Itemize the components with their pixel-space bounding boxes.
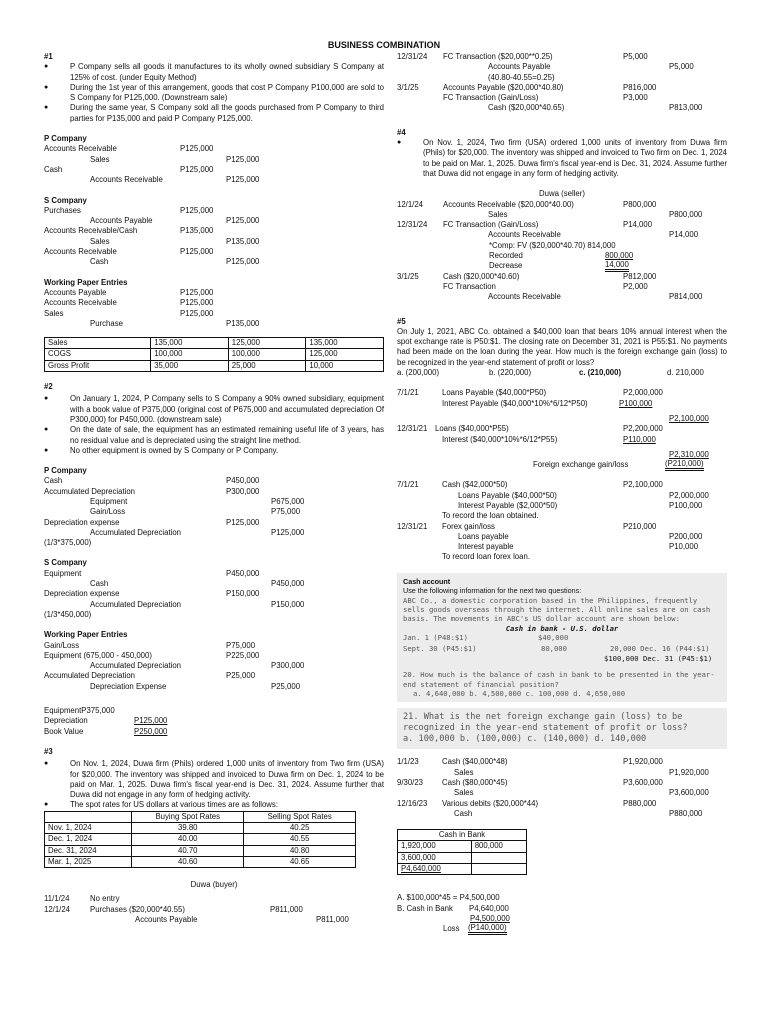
book-value-summary <box>44 706 384 737</box>
journal-seller <box>397 200 727 241</box>
table-cell: Gross Profit <box>45 360 151 371</box>
credit-amount: P300,000 <box>271 661 305 671</box>
table-cell: 35,000 <box>151 360 229 371</box>
account-name: Cash <box>90 257 109 267</box>
account-name: Accumulated Depreciation <box>90 599 182 609</box>
debit-amount: P225,000 <box>226 650 260 660</box>
account-name: Accounts Payable <box>90 216 153 226</box>
account-name: Depreciation Expense <box>90 681 167 691</box>
credit-amount: P25,000 <box>271 681 301 691</box>
bullet-item: ● No other equipment is owned by S Company or P Company. <box>70 446 384 456</box>
buyer-title: Duwa (buyer) <box>190 880 238 890</box>
fv-computation: *Comp: FV ($20,000*40.70) 814,000 Recorded 800,000 Decrease 14,000 <box>489 240 634 271</box>
credit-amount: P125,000 <box>226 257 260 267</box>
account-name: Sales <box>44 308 64 318</box>
section-heading: S Company <box>44 558 87 568</box>
account-name: Accounts Payable <box>44 287 107 297</box>
question-20-choices: a. 4,640,000 b. 4,500,000 c. 100,000 d. 4,650,000 <box>413 688 626 698</box>
journal-row <box>44 237 384 247</box>
account-name: Accounts Receivable <box>44 247 117 257</box>
credit-amount: P200,000 <box>669 531 703 541</box>
account-name: Loans payable <box>458 531 509 541</box>
account-name: Depreciation expense <box>44 517 120 527</box>
entry-date: 12/16/23 <box>397 798 428 808</box>
seller-title: Duwa (seller) <box>539 189 585 199</box>
problem-3-bullets <box>44 759 384 810</box>
problem-4-bullets <box>397 138 727 179</box>
journal-working-paper <box>44 641 384 692</box>
journal-row <box>397 282 727 292</box>
journal-row <box>397 52 727 62</box>
journal-buyer <box>44 894 384 925</box>
account-name: Forex gain/loss <box>442 521 495 531</box>
column-header <box>45 811 132 822</box>
table-cell: 10,000 <box>306 360 384 371</box>
credit-amount: P135,000 <box>226 236 260 246</box>
account-name: Cash <box>454 808 473 818</box>
journal-row <box>44 589 384 599</box>
journal-loan <box>397 480 727 562</box>
journal-row <box>397 511 727 521</box>
credit-amount: P880,000 <box>669 808 703 818</box>
journal-row <box>397 768 727 778</box>
section-heading: P Company <box>44 134 87 144</box>
journal-row <box>44 497 384 507</box>
credit-amount: P100,000 <box>669 500 703 510</box>
problem-1-number: #1 <box>44 52 53 61</box>
journal-buyer-continued <box>397 52 727 114</box>
journal-row <box>44 155 384 165</box>
section-heading: P Company <box>44 466 87 476</box>
journal-row <box>397 809 727 819</box>
table-row <box>45 349 384 360</box>
account-name: Cash <box>90 579 109 589</box>
debit-amount: P125,000 <box>180 308 214 318</box>
table-cell: 100,000 <box>228 349 306 360</box>
debit-amount: P816,000 <box>623 82 657 92</box>
account-name: FC Transaction (Gain/Loss) <box>443 93 539 103</box>
table-cell: Nov. 1, 2024 <box>45 823 132 834</box>
table-cell: 40.70 <box>132 845 244 856</box>
journal-row <box>397 230 727 240</box>
table-cell: 40.55 <box>244 834 356 845</box>
debit-amount: P5,000 <box>623 52 648 61</box>
debit-amount: P450,000 <box>226 476 260 486</box>
journal-s-company <box>44 206 384 268</box>
account-name: No entry <box>90 894 120 904</box>
credit-amount: P813,000 <box>669 103 703 113</box>
account-name: Purchases ($20,000*40.55) <box>90 904 185 914</box>
account-name: Interest Payable ($2,000*50) <box>458 500 558 510</box>
debit-amount: P811,000 <box>270 904 303 914</box>
account-name: Loans Payable ($40,000*50) <box>458 490 557 500</box>
account-name: Gain/Loss <box>44 640 80 650</box>
table-cell: 39.80 <box>132 823 244 834</box>
column-header: Selling Spot Rates <box>244 811 356 822</box>
account-name: Accounts Payable ($20,000*40.80) <box>443 82 564 92</box>
account-name: Accounts Payable <box>488 62 551 72</box>
section-heading: Working Paper Entries <box>44 630 128 640</box>
journal-row <box>397 788 727 798</box>
debit-amount: P2,000 <box>623 281 648 291</box>
credit-amount: P135,000 <box>226 318 260 328</box>
credit-amount: P14,000 <box>669 230 699 240</box>
account-name: Accounts Receivable/Cash <box>44 226 138 236</box>
journal-row <box>44 257 384 267</box>
journal-row <box>44 309 384 319</box>
account-name: Sales <box>454 767 474 777</box>
table-cell: 40.80 <box>244 845 356 856</box>
account-name: Equipment <box>90 496 128 506</box>
debit-amount: P450,000 <box>226 568 260 578</box>
journal-row <box>44 216 384 226</box>
cash-in-bank-t-account: Cash in Bank 1,920,000 800,000 3,600,000 P4,640,000 <box>397 829 527 875</box>
debit-amount: P300,000 <box>226 486 260 496</box>
debit-amount: P125,000 <box>180 164 214 174</box>
journal-row <box>44 206 384 216</box>
account-name: FC Transaction (Gain/Loss) <box>443 220 539 230</box>
journal-row <box>44 226 384 236</box>
debit-amount: P210,000 <box>623 521 657 531</box>
journal-row <box>44 319 384 329</box>
scanned-question-box: Cash account Use the following information for the next two questions: ABC Co., a domestic corporation based in the Philippines, frequently sells goods overseas through the internet. All online sales are on cash basis. The movements in ABC's US dollar account are shown below: Cash in bank - U.S. dollar Jan. 1 (P48:$1) $40,000 Sept. 30 (P45:$1) 80,000 20,000 Dec. 16 (P44:$1) $100,000 Dec. 31 (P45:$1) 20. How much is the balance of cash in bank to be presented in the year-end statement of financial position? a. 4,640,000 b. 4,500,000 c. 100,000 d. 4,650,000 <box>397 573 727 703</box>
bullet-item: ● On Nov. 1, 2024, Two firm (USA) ordered 1,000 units of inventory from Duwa firm (Phils) for $20,000. The inventory was shipped and invoiced to Two firm on Dec. 1, 2024 to be paid on Mar. 1, 2025. Duwa firm's fiscal year-end is Dec. 31, 2024. Assume further that Duwa did not engage in any form of hedging activity. <box>423 138 727 179</box>
journal-s-company <box>44 569 384 620</box>
journal-row <box>397 83 727 93</box>
summary-row: Book Value P250,000 <box>44 726 168 736</box>
account-name: Cash ($40,000*48) <box>442 757 508 767</box>
journal-row <box>44 518 384 528</box>
journal-row <box>44 288 384 298</box>
debit-amount: P2,100,000 <box>623 480 663 490</box>
scan-body: ABC Co., a domestic corporation based in the Philippines, frequently sells goods overseas through the internet. All online sales are on cash basis. The movements in ABC's US dollar account are shown below: <box>403 595 711 624</box>
journal-row <box>397 542 727 552</box>
problem-5-number: #5 <box>397 316 406 326</box>
account-name: Cash <box>44 164 63 174</box>
table-cell: Mar. 1, 2025 <box>45 856 132 867</box>
bullet-item: ● During the same year, S Company sold all the goods purchased from P Company to third parties for P135,000 and paid P Company P125,000. <box>70 103 384 124</box>
debit-amount: P3,600,000 <box>623 777 663 787</box>
journal-row <box>44 915 384 925</box>
account-name: Sales <box>454 788 474 798</box>
entry-date: 11/1/24 <box>44 894 70 904</box>
entry-date: 12/31/24 <box>397 52 428 61</box>
debit-amount: P1,920,000 <box>623 757 663 767</box>
debit-amount: P125,000 <box>180 287 214 297</box>
journal-row <box>397 292 727 302</box>
journal-row <box>44 507 384 517</box>
entry-date: 3/1/25 <box>397 271 419 281</box>
summary-row: EquipmentP375,000 <box>44 706 115 716</box>
journal-row <box>44 682 384 692</box>
problem-4-number: #4 <box>397 127 406 137</box>
entry-date: 12/31/24 <box>397 220 428 230</box>
debit-amount: P812,000 <box>623 271 657 281</box>
table-cell: 135,000 <box>306 338 384 349</box>
journal-row <box>397 491 727 501</box>
account-name: Sales <box>90 236 110 246</box>
account-name: Equipment (675,000 - 450,000) <box>44 650 152 660</box>
journal-row <box>397 62 727 72</box>
account-name: (1/3*375,000) <box>44 538 92 548</box>
journal-row <box>44 476 384 486</box>
account-name: Various debits ($20,000*44) <box>442 798 539 808</box>
journal-row <box>397 93 727 103</box>
credit-amount: P814,000 <box>669 292 703 302</box>
table-cell: Dec. 1, 2024 <box>45 834 132 845</box>
account-name: Cash ($20,000*40.60) <box>443 271 520 281</box>
account-name: Accumulated Depreciation <box>44 486 136 496</box>
table-cell: Sales <box>45 338 151 349</box>
credit-amount: P75,000 <box>271 507 301 517</box>
account-name: Cash ($42,000*50) <box>442 480 508 490</box>
table-cell: COGS <box>45 349 151 360</box>
credit-amount: P1,920,000 <box>669 767 709 777</box>
credit-amount: P125,000 <box>226 175 260 185</box>
table-cell: 125,000 <box>306 349 384 360</box>
account-name: Accounts Receivable ($20,000*40.00) <box>443 199 574 209</box>
account-name: Accumulated Depreciation <box>90 527 182 537</box>
journal-row <box>44 600 384 610</box>
page-title: BUSINESS COMBINATION <box>327 40 441 50</box>
account-name: Cash <box>44 476 63 486</box>
journal-row <box>397 103 727 113</box>
section-heading: S Company <box>44 195 87 205</box>
account-name: Purchases <box>44 205 81 215</box>
table-cell: 135,000 <box>151 338 229 349</box>
journal-row <box>44 641 384 651</box>
right-column <box>397 52 727 934</box>
account-name: Cash ($20,000*40.65) <box>488 103 565 113</box>
table-row <box>45 834 356 845</box>
account-name: Equipment <box>44 568 82 578</box>
credit-amount: P675,000 <box>271 496 305 506</box>
summary-row: Depreciation P125,000 <box>44 716 168 726</box>
entry-date: 12/31/21 <box>397 521 428 531</box>
journal-row <box>44 905 384 915</box>
journal-row <box>397 522 727 532</box>
debit-amount: P25,000 <box>226 671 256 681</box>
credit-amount: P125,000 <box>226 154 260 164</box>
credit-amount: P10,000 <box>669 542 699 552</box>
journal-row <box>44 487 384 497</box>
entry-date: 12/1/24 <box>397 199 424 209</box>
journal-row <box>44 661 384 671</box>
debit-amount: P125,000 <box>180 205 214 215</box>
journal-row <box>44 894 384 904</box>
account-name: FC Transaction <box>443 281 496 291</box>
credit-amount: P5,000 <box>669 62 694 72</box>
journal-row <box>44 579 384 589</box>
debit-amount: P125,000 <box>180 298 214 308</box>
table-cell: 40.65 <box>244 856 356 867</box>
journal-seller-settlement <box>397 272 727 303</box>
debit-amount: P125,000 <box>180 247 214 257</box>
table-cell: 100,000 <box>151 349 229 360</box>
account-name: Accumulated Depreciation <box>90 661 182 671</box>
account-name: Accounts Receivable <box>488 230 561 240</box>
journal-row <box>44 247 384 257</box>
problem-2-bullets <box>44 394 384 456</box>
account-name: To record the loan obtained. <box>442 511 539 521</box>
account-name: (40.80-40.55=0.25) <box>488 72 555 82</box>
problem-5-text: On July 1, 2021, ABC Co. obtained a $40,000 loan that bears 10% annual interest when the spot exchange rate is P50:$1. The closing rate on December 31, 2021 is P55:$1. No payments had been made on the loan during the year. How much is the foreign exchange gain (loss) to be recognized in the year-end statement of profit or loss? <box>397 326 727 367</box>
bullet-item: ● The spot rates for US dollars at various times are as follows: <box>70 800 384 810</box>
credit-amount: P2,000,000 <box>669 490 709 500</box>
journal-row <box>397 532 727 542</box>
table-cell: Dec. 31, 2024 <box>45 845 132 856</box>
entry-date: 3/1/25 <box>397 82 419 92</box>
journal-row <box>44 671 384 681</box>
journal-cash <box>397 757 727 819</box>
credit-amount: P150,000 <box>271 599 305 609</box>
table-row <box>45 845 356 856</box>
credit-amount: P800,000 <box>669 209 703 219</box>
journal-row <box>44 175 384 185</box>
account-name: Accounts Receivable <box>44 144 117 154</box>
account-name: Accounts Receivable <box>488 292 561 302</box>
bullet-item: ● During the 1st year of this arrangement, goods that cost P Company P100,000 are sold to S Company for P125,000. (Downstream sale) <box>70 83 384 104</box>
debit-amount: P75,000 <box>226 640 256 650</box>
journal-row <box>397 799 727 809</box>
account-name: Accounts Payable <box>135 915 198 925</box>
journal-p-company <box>44 476 384 548</box>
account-name: Cash ($80,000*45) <box>442 777 508 787</box>
journal-row <box>44 165 384 175</box>
journal-row <box>397 73 727 83</box>
table-row <box>45 823 356 834</box>
entry-date: 12/1/24 <box>44 904 71 914</box>
account-name: (1/3*450,000) <box>44 609 92 619</box>
journal-p-company <box>44 144 384 185</box>
journal-row <box>397 272 727 282</box>
journal-row <box>397 200 727 210</box>
entry-date: 7/1/21 <box>397 480 419 490</box>
table-cell: 40.60 <box>132 856 244 867</box>
journal-row <box>44 144 384 154</box>
problem-3-number: #3 <box>44 746 53 756</box>
journal-row <box>44 298 384 308</box>
account-name: Sales <box>90 154 110 164</box>
debit-amount: P880,000 <box>623 798 657 808</box>
account-name: Accumulated Depreciation <box>44 671 136 681</box>
section-heading: Working Paper Entries <box>44 277 128 287</box>
credit-amount: P3,600,000 <box>669 788 709 798</box>
table-row <box>45 856 356 867</box>
debit-amount: P150,000 <box>226 589 260 599</box>
bullet-item: ● On the date of sale, the equipment has an estimated remaining useful life of 3 years, has no residual value and is depreciated using the straight line method. <box>70 425 384 446</box>
journal-row <box>397 552 727 562</box>
question-20: 20. How much is the balance of cash in bank to be presented in the year-end statement of financial position? <box>403 670 715 689</box>
account-name: Gain/Loss <box>90 507 126 517</box>
table-row <box>45 338 384 349</box>
debit-amount: P14,000 <box>623 220 653 230</box>
journal-row <box>397 210 727 220</box>
account-name: Accounts Receivable <box>90 175 163 185</box>
table-cell: 25,000 <box>228 360 306 371</box>
journal-row <box>397 778 727 788</box>
credit-amount: P811,000 <box>316 915 349 925</box>
credit-amount: P125,000 <box>271 527 305 537</box>
journal-row <box>397 501 727 511</box>
bullet-item: ● P Company sells all goods it manufactures to its wholly owned subsidiary S Company at 125% of cost. (under Equity Method) <box>70 62 384 83</box>
journal-row <box>44 538 384 548</box>
table-cell: 40.25 <box>244 823 356 834</box>
spot-rates-table <box>44 811 356 868</box>
table-cell: 40.00 <box>132 834 244 845</box>
journal-row <box>397 757 727 767</box>
journal-row <box>44 651 384 661</box>
account-name: Purchase <box>90 318 123 328</box>
journal-row <box>44 528 384 538</box>
problem-2-number: #2 <box>44 382 53 392</box>
account-name: Interest payable <box>458 542 514 552</box>
answer-choices: a. (200,000) b. (220,000) c. (210,000) d. 210,000 <box>397 368 704 378</box>
account-name: Accounts Receivable <box>44 298 117 308</box>
debit-amount: P800,000 <box>623 199 657 209</box>
journal-row <box>44 610 384 620</box>
account-name: FC Transaction ($20,000**0.25) <box>443 52 553 61</box>
debit-amount: P135,000 <box>180 226 214 236</box>
scanned-question-21: 21. What is the net foreign exchange gain (loss) to be recognized in the year-end statement of profit or loss? a. 100,000 b. (100,000) c. (140,000) d. 140,000 <box>397 708 727 749</box>
debit-amount: P125,000 <box>226 517 260 527</box>
table-row <box>45 360 384 371</box>
bullet-item: ● On Nov. 1, 2024, Duwa firm (Phils) ordered 1,000 units of inventory from Two firm (USA) for $20,000. The inventory was shipped and invoiced to Duwa firm on Dec. 1, 2024 to be paid on Mar. 1, 2025. Duwa firm's fiscal year-end is Dec. 31, 2024. Assume further that Duwa did not engage in any form of hedging activity. <box>70 759 384 800</box>
t-account-title: Cash in bank - U.S. dollar <box>505 623 619 633</box>
debit-amount: P3,000 <box>623 93 648 103</box>
entry-date: 1/1/23 <box>397 757 419 767</box>
loan-computation: 7/1/21 Loans Payable ($40,000*P50) P2,000,000 Interest Payable ($40,000*10%*6/12*P50) P100,000 P2,100,000 12/31/21 Loans ($40,000*P55) P2,200,000 Interest ($40,000*10%*6/12*P55) P110,000 P2,310,000 Foreign exchange gain/loss (P210,000) <box>397 388 709 470</box>
journal-row <box>397 480 727 490</box>
entry-date: 9/30/23 <box>397 777 424 787</box>
journal-working-paper <box>44 288 384 329</box>
answer-computation: A. $100,000*45 = P4,500,000 B. Cash in Bank P4,640,000 P4,500,000 Loss (P140,000) <box>397 893 510 934</box>
debit-amount: P125,000 <box>180 144 214 154</box>
scan-intro: Use the following information for the next two questions: <box>403 586 582 596</box>
problem-1-bullets <box>44 62 384 124</box>
journal-row <box>44 569 384 579</box>
account-name: Sales <box>488 209 508 219</box>
credit-amount: P450,000 <box>271 579 305 589</box>
journal-row <box>397 220 727 230</box>
account-name: To record loan forex loan. <box>442 552 530 562</box>
account-name: Depreciation expense <box>44 589 120 599</box>
bullet-item: ● On January 1, 2024, P Company sells to S Company a 90% owned subsidiary, equipment with a book value of P375,000 (original cost of P675,000 and accumulated depreciation Of P300,000) for P450,000. (downstream sale) <box>70 394 384 425</box>
table-cell: 125,000 <box>228 338 306 349</box>
credit-amount: P125,000 <box>226 216 260 226</box>
scan-heading: Cash account <box>403 576 451 586</box>
column-header: Buying Spot Rates <box>132 811 244 822</box>
gross-profit-table <box>44 337 384 372</box>
left-column <box>44 52 384 925</box>
